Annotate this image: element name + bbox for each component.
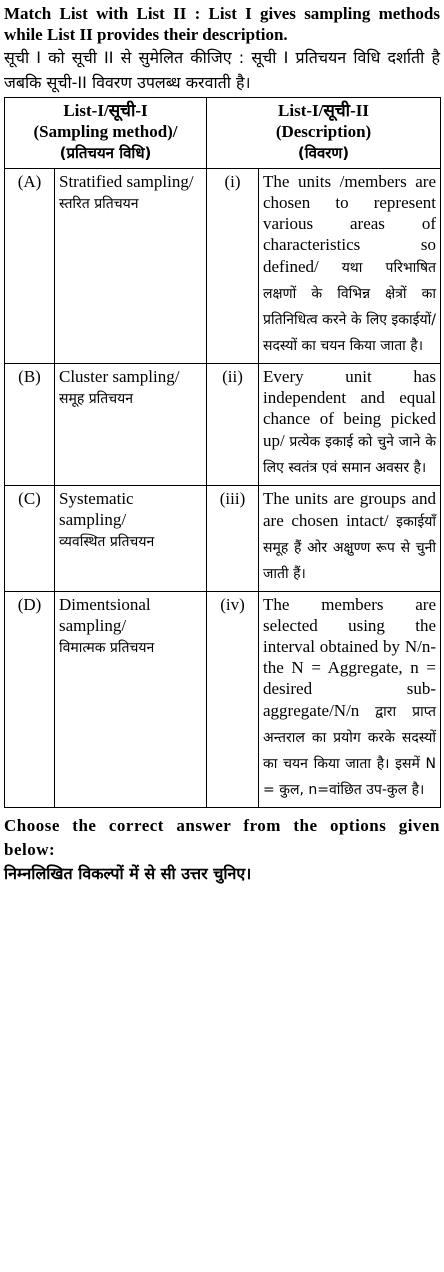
sampling-method-a [55,169,207,364]
question-text-english: Match List with List II : List I gives sampling methods while List II provides their description. [4,4,440,44]
row-label-ii: (ii) [207,364,259,486]
method-hi: व्यवस्थित प्रतिचयन [59,534,155,550]
list-one-subtitle-en: (Sampling method)/ [33,122,178,141]
table-header-row [5,98,441,169]
row-label-c: (C) [5,486,55,592]
description-iv [259,592,441,808]
method-hi: समूह प्रतिचयन [59,391,134,407]
description-en: The units /members are chosen to represent various areas of characteristics so defined/ [263,172,437,276]
row-label-iii: (iii) [207,486,259,592]
row-label-i: (i) [207,169,259,364]
sampling-method-c [55,486,207,592]
instruction-english: Choose the correct answer from the options given below: [4,816,440,859]
description-hi: इकाईयाँ समूह हैं ओर अक्षुण्ण रूप से चुनी जाती हैं। [263,514,437,582]
description-hi: द्वारा प्राप्त अन्तराल का प्रयोग करके सदस्यों का चयन किया जाता है। इसमें N = कुल, n=वांछित उप-कुल है। [263,704,437,798]
row-label-a: (A) [5,169,55,364]
method-en: Systematic sampling/ [59,489,134,529]
list-one-subtitle-hi: (प्रतिचयन विधि) [59,144,152,162]
list-two-title: List-I/सूची-II [278,101,369,120]
method-en: Cluster sampling/ [59,367,180,386]
match-table [4,97,441,808]
method-hi: स्तरित प्रतिचयन [59,196,139,212]
description-iii [259,486,441,592]
instruction-hindi: निम्नलिखित विकल्पों में से सी उत्तर चुनिए। [4,864,252,883]
list-one-header [5,98,207,169]
list-one-title: List-I/सूची-I [63,101,148,120]
description-en: The units are groups and are chosen intact/ [263,489,437,530]
method-en: Dimentsional sampling/ [59,595,151,635]
description-hi: यथा परिभाषित लक्षणों के विभिन्न क्षेत्रों का प्रतिनिधित्व करने के लिए इकाईयों/ सदस्यों का चयन किया जाता है। [263,260,437,354]
table-row [5,169,441,364]
list-two-subtitle-hi: (विवरण) [297,144,350,162]
row-label-d: (D) [5,592,55,808]
sampling-method-b [55,364,207,486]
list-two-subtitle-en: (Description) [275,122,372,141]
description-i [259,169,441,364]
table-row [5,592,441,808]
list-two-header [207,98,441,169]
question-text-hindi: सूची I को सूची II से सुमेलित कीजिए : सूची I प्रतिचयन विधि दर्शाती है जबकि सूची-II विवरण उपलब्ध करवाती है। [4,48,440,92]
row-label-b: (B) [5,364,55,486]
description-ii [259,364,441,486]
description-en: The members are selected using the interval obtained by N/n-the N = Aggregate, n = desired sub-aggregate/N/n [263,595,437,720]
method-hi: विमात्मक प्रतिचयन [59,640,155,656]
table-row [5,486,441,592]
table-row [5,364,441,486]
method-en: Stratified sampling/ [59,172,194,191]
sampling-method-d [55,592,207,808]
description-en: Every unit has independent and equal chance of being picked up/ [263,367,437,450]
description-hi: प्रत्येक इकाई को चुने जाने के लिए स्वतंत्र एवं समान अवसर है। [263,434,437,476]
row-label-iv: (iv) [207,592,259,808]
